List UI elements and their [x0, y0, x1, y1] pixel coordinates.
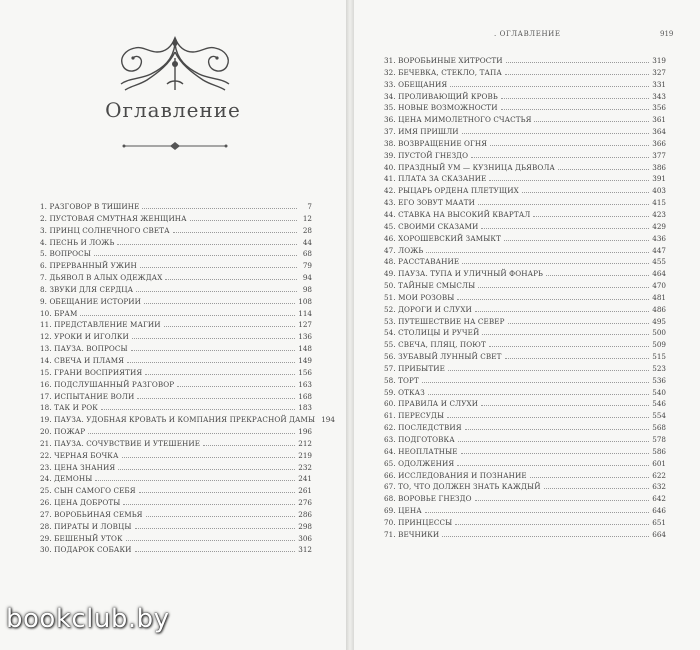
- toc-entry-title: 16. ПОДСЛУШАННЫЙ РАЗГОВОР: [40, 379, 175, 389]
- toc-entry: [384, 529, 666, 541]
- toc-entry: [384, 280, 666, 292]
- toc-entry: [40, 225, 312, 237]
- toc-entry-title: 5. ВОПРОСЫ: [40, 249, 91, 259]
- toc-entry-page: 486: [652, 304, 666, 314]
- toc-entry: [384, 197, 666, 209]
- dot-leader: [88, 433, 295, 434]
- toc-entry: [40, 450, 312, 462]
- dot-leader: [135, 528, 296, 529]
- dot-leader: [146, 516, 296, 517]
- toc-entry-page: 219: [298, 450, 312, 460]
- toc-entry-page: 136: [298, 332, 312, 342]
- toc-entry: [384, 185, 666, 197]
- toc-entry: [40, 402, 312, 414]
- toc-entry: [40, 213, 312, 225]
- toc-entry-title: 2. ПУСТОВАЯ СМУТНАЯ ЖЕНЩИНА: [40, 213, 187, 223]
- toc-entry-title: 67. ТО, ЧТО ДОЛЖЕН ЗНАТЬ КАЖДЫЙ: [384, 482, 541, 492]
- dot-leader: [164, 326, 296, 327]
- dot-leader: [546, 275, 649, 276]
- toc-entry-title: 15. ГРАНИ ВОСПРИЯТИЯ: [40, 367, 143, 377]
- toc-entry: [40, 521, 312, 533]
- toc-entry: [40, 237, 312, 249]
- toc-entry-page: 68: [302, 249, 312, 259]
- toc-entry-title: 57. ПРИБЫТИЕ: [384, 363, 445, 373]
- dot-leader: [426, 252, 649, 253]
- toc-entry-page: 366: [652, 138, 666, 148]
- toc-entry-title: 54. СТОЛИЦЫ И РУЧЕЙ: [384, 328, 480, 338]
- toc-entry: [40, 319, 312, 331]
- dot-leader: [136, 291, 297, 292]
- toc-entry-title: 32. БЕЧЕВКА, СТЕКЛО, ТАПА: [384, 67, 502, 77]
- toc-entry-page: 44: [302, 237, 312, 247]
- toc-entry: [384, 446, 666, 458]
- toc-entry-page: 632: [652, 482, 666, 492]
- toc-entry-title: 6. ПРЕРВАННЫЙ УЖИН: [40, 261, 137, 271]
- toc-entry-title: 17. ИСПЫТАНИЕ ВОЛИ: [40, 391, 135, 401]
- toc-entry: [40, 272, 312, 284]
- toc-entry: [40, 497, 312, 509]
- toc-entry-title: 31. ВОРОБЬИНЫЕ ХИТРОСТИ: [384, 56, 503, 65]
- toc-entry: [384, 493, 666, 505]
- toc-entry-page: 578: [652, 435, 666, 444]
- toc-entry-title: 26. ЦЕНА ДОБРОТЫ: [40, 498, 121, 508]
- toc-entry-title: 69. ЦЕНА: [384, 506, 422, 516]
- toc-entry-title: 70. ПРИНЦЕССЫ: [384, 517, 453, 527]
- toc-entry: [384, 173, 666, 185]
- toc-entry-page: 403: [652, 186, 666, 196]
- toc-entry-page: 455: [652, 257, 666, 267]
- toc-entry-page: 391: [652, 174, 666, 184]
- toc-entry: [384, 387, 666, 399]
- toc-entry-title: 46. ХОРОШЕВСКИЙ ЗАМЫКТ: [384, 233, 501, 243]
- toc-entry-title: 8. ЗВУКИ ДЛЯ СЕРДЦА: [40, 284, 134, 294]
- toc-entry: [384, 470, 666, 482]
- toc-entry-page: 515: [652, 352, 666, 362]
- toc-entry-page: 429: [652, 221, 666, 231]
- toc-entry-page: 601: [652, 458, 666, 468]
- dot-leader: [462, 263, 649, 264]
- toc-entry-page: 286: [298, 509, 312, 519]
- toc-entry: [40, 391, 312, 403]
- toc-entry-page: 149: [298, 355, 312, 365]
- dot-leader: [447, 417, 649, 418]
- toc-entry-title: 22. ЧЕРНАЯ БОЧКА: [40, 450, 119, 460]
- toc-entry-page: 261: [298, 486, 312, 496]
- dot-leader: [425, 512, 650, 513]
- toc-entry: [40, 355, 312, 367]
- dot-leader: [422, 382, 649, 383]
- toc-entry-title: 61. ПЕРЕСУДЫ: [384, 411, 445, 421]
- dot-leader: [94, 255, 297, 256]
- toc-entry-title: 27. ВОРОБЬИНАЯ СЕМЬЯ: [40, 509, 143, 519]
- toc-list-right: [384, 55, 666, 541]
- toc-entry-page: 312: [298, 545, 312, 555]
- dot-leader: [489, 180, 649, 181]
- toc-entry-page: 156: [298, 367, 312, 377]
- toc-entry-title: 28. ПИРАТЫ И ЛОВЦЫ: [40, 521, 132, 531]
- toc-entry-page: 364: [652, 127, 666, 137]
- dot-leader: [126, 540, 296, 541]
- toc-entry-page: 481: [652, 292, 666, 302]
- dot-leader: [481, 405, 649, 406]
- toc-entry-title: 66. ИССЛЕДОВАНИЯ И ПОЗНАНИЕ: [384, 470, 527, 480]
- dot-leader: [177, 386, 295, 387]
- toc-entry: [384, 114, 666, 126]
- toc-entry-title: 18. ТАК И РОК: [40, 403, 98, 413]
- toc-entry-page: 568: [652, 423, 666, 433]
- toc-entry-page: 212: [298, 438, 312, 448]
- toc-entry: [384, 91, 666, 103]
- dot-leader: [428, 394, 649, 395]
- toc-entry: [40, 533, 312, 545]
- toc-entry-title: 53. ПУТЕШЕСТВИЕ НА СЕВЕР: [384, 316, 505, 326]
- toc-entry: [384, 138, 666, 150]
- toc-entry-title: 1. РАЗГОВОР В ТИШИНЕ: [40, 202, 140, 211]
- toc-entry-title: 36. ЦЕНА МИМОЛЕТНОГО СЧАСТЬЯ: [384, 115, 532, 125]
- toc-entry: [40, 308, 312, 320]
- toc-entry-title: 51. МОИ РОЗОВЫ: [384, 292, 455, 302]
- toc-entry-page: 554: [652, 411, 666, 421]
- toc-entry-page: 241: [298, 474, 312, 484]
- dot-leader: [506, 62, 650, 63]
- dot-leader: [142, 208, 297, 209]
- toc-entry-page: 361: [652, 115, 666, 125]
- toc-entry: [40, 426, 312, 438]
- toc-entry-title: 55. СВЕЧА, ПЛЯЦ, ПОЮТ: [384, 340, 486, 350]
- dot-leader: [203, 445, 295, 446]
- dot-leader: [533, 216, 649, 217]
- toc-entry-title: 63. ПОДГОТОВКА: [384, 435, 455, 444]
- toc-entry-title: 52. ДОРОГИ И СЛУХИ: [384, 304, 472, 314]
- dot-leader: [505, 358, 650, 359]
- toc-entry: [40, 201, 312, 213]
- toc-entry: [40, 331, 312, 343]
- toc-entry-page: 232: [298, 462, 312, 472]
- toc-entry-page: 12: [302, 213, 312, 223]
- dot-leader: [101, 409, 295, 410]
- dot-leader: [144, 303, 295, 304]
- book-gutter: [346, 0, 354, 650]
- toc-entry-page: 646: [652, 506, 666, 516]
- running-header: . ОГЛАВЛЕНИЕ: [494, 30, 561, 38]
- toc-entry-page: 377: [652, 150, 666, 160]
- toc-entry-page: 423: [652, 209, 666, 219]
- toc-entry-title: 60. ПРАВИЛА И СЛУХИ: [384, 399, 479, 409]
- toc-entry-page: 196: [298, 427, 312, 437]
- dot-leader: [558, 169, 649, 170]
- dot-leader: [450, 86, 649, 87]
- toc-entry-page: 523: [652, 363, 666, 373]
- toc-entry-page: 194: [321, 415, 335, 425]
- toc-entry-title: 7. ДЬЯВОЛ В АЛЫХ ОДЕЖДАХ: [40, 273, 163, 283]
- toc-entry: [384, 221, 666, 233]
- toc-entry-title: 35. НОВЫЕ ВОЗМОЖНОСТИ: [384, 103, 498, 113]
- toc-entry-title: 43. ЕГО ЗОВУТ МААТИ: [384, 198, 476, 208]
- toc-entry: [384, 256, 666, 268]
- toc-entry: [384, 327, 666, 339]
- toc-entry: [384, 410, 666, 422]
- toc-entry: [40, 296, 312, 308]
- dot-leader: [457, 299, 649, 300]
- toc-entry-page: 114: [298, 308, 312, 318]
- toc-entry-page: 343: [652, 91, 666, 101]
- toc-entry-title: 24. ДЕМОНЫ: [40, 474, 93, 484]
- toc-entry-page: 168: [298, 391, 312, 401]
- toc-entry: [40, 343, 312, 355]
- toc-entry-title: 59. ОТКАЗ: [384, 387, 425, 397]
- toc-entry-title: 20. ПОЖАР: [40, 427, 86, 437]
- toc-entry: [384, 339, 666, 351]
- toc-entry: [384, 209, 666, 221]
- dot-leader: [80, 315, 295, 316]
- toc-entry: [40, 248, 312, 260]
- toc-entry: [40, 379, 312, 391]
- toc-entry-page: 436: [652, 233, 666, 243]
- toc-entry-page: 500: [652, 328, 666, 338]
- dot-leader: [489, 346, 649, 347]
- dot-leader: [458, 441, 650, 442]
- toc-entry-page: 327: [652, 67, 666, 77]
- dot-leader: [478, 204, 649, 205]
- toc-entry-title: 9. ОБЕЩАНИЕ ИСТОРИИ: [40, 296, 142, 306]
- toc-entry-page: 642: [652, 494, 666, 504]
- toc-list-left: [40, 201, 335, 556]
- toc-entry: [384, 55, 666, 67]
- dot-leader: [481, 228, 649, 229]
- toc-entry-page: 651: [652, 517, 666, 527]
- watermark-logo: bookclub.by: [6, 604, 170, 634]
- toc-entry-title: 42. РЫЦАРЬ ОРДЕНА ПЛЕТУЩИХ: [384, 186, 519, 196]
- toc-entry: [40, 260, 312, 272]
- dot-leader: [534, 121, 649, 122]
- dot-leader: [190, 220, 297, 221]
- toc-entry-title: 14. СВЕЧА И ПЛАМЯ: [40, 355, 125, 365]
- toc-entry: [384, 233, 666, 245]
- toc-entry-page: 163: [298, 379, 312, 389]
- toc-entry: [384, 481, 666, 493]
- dot-leader: [504, 240, 649, 241]
- toc-entry: [384, 398, 666, 410]
- toc-entry-title: 48. РАССТАВАНИЕ: [384, 257, 460, 267]
- toc-entry-page: 622: [652, 470, 666, 480]
- toc-entry-title: 37. ИМЯ ПРИШЛИ: [384, 127, 459, 137]
- toc-entry-title: 56. ЗУБАВЫЙ ЛУННЫЙ СВЕТ: [384, 352, 502, 362]
- toc-entry-title: 10. БРАМ: [40, 308, 78, 318]
- toc-entry-title: 62. ПОСЛЕДСТВИЯ: [384, 423, 462, 433]
- flourish-ornament-icon: [113, 34, 237, 94]
- toc-entry-page: 664: [652, 529, 666, 539]
- toc-entry-title: 49. ПАУЗА. ТУПА И УЛИЧНЫЙ ФОНАРЬ: [384, 269, 544, 279]
- toc-entry-page: 306: [298, 533, 312, 543]
- dot-leader: [457, 465, 649, 466]
- toc-entry: [384, 292, 666, 304]
- toc-entry: [384, 102, 666, 114]
- toc-entry: [384, 268, 666, 280]
- toc-entry-title: 58. ТОРТ: [384, 375, 419, 385]
- toc-entry-page: 386: [652, 162, 666, 172]
- toc-entry: [40, 414, 335, 426]
- toc-entry-page: 546: [652, 399, 666, 409]
- toc-entry-page: 495: [652, 316, 666, 326]
- toc-entry-title: 38. ВОЗВРАЩЕНИЕ ОГНЯ: [384, 138, 488, 148]
- toc-entry-title: 64. НЕОПЛАТНЫЕ: [384, 446, 458, 456]
- toc-entry-page: 319: [652, 56, 666, 65]
- toc-entry: [384, 351, 666, 363]
- dot-leader: [95, 480, 295, 481]
- toc-entry-page: 331: [652, 79, 666, 89]
- toc-entry-title: 34. ПРОЛИВАЮЩИЙ КРОВЬ: [384, 91, 498, 101]
- toc-entry-page: 509: [652, 340, 666, 350]
- toc-entry-title: 44. СТАВКА НА ВЫСОКИЙ КВАРТАЛ: [384, 209, 531, 219]
- dot-leader: [478, 287, 649, 288]
- dot-leader: [505, 74, 649, 75]
- toc-entry: [40, 485, 312, 497]
- toc-entry-title: 23. ЦЕНА ЗНАНИЯ: [40, 462, 116, 472]
- dot-leader: [139, 492, 296, 493]
- dot-leader: [475, 311, 649, 312]
- dot-leader: [132, 338, 295, 339]
- toc-entry: [40, 438, 312, 450]
- toc-entry: [384, 434, 666, 446]
- toc-entry-title: 47. ЛОЖЬ: [384, 245, 424, 255]
- toc-entry: [384, 517, 666, 529]
- toc-entry-page: 94: [302, 273, 312, 283]
- toc-entry-title: 21. ПАУЗА. СОЧУВСТВИЕ И УТЕШЕНИЕ: [40, 438, 201, 448]
- toc-entry: [384, 162, 666, 174]
- toc-entry-page: 464: [652, 269, 666, 279]
- toc-entry: [384, 245, 666, 257]
- toc-entry-page: 536: [652, 375, 666, 385]
- dot-leader: [508, 323, 650, 324]
- toc-entry-title: 25. СЫН САМОГО СЕБЯ: [40, 486, 136, 496]
- dot-leader: [522, 192, 649, 193]
- dot-leader: [123, 504, 295, 505]
- toc-entry: [384, 67, 666, 79]
- dot-leader: [530, 477, 650, 478]
- toc-title: Оглавление: [105, 98, 241, 122]
- toc-entry-title: 4. ПЕСНЬ И ЛОЖЬ: [40, 237, 115, 247]
- toc-entry-title: 71. ВЕЧНИКИ: [384, 529, 440, 539]
- dot-leader: [490, 145, 649, 146]
- toc-entry-page: 356: [652, 103, 666, 113]
- toc-entry-page: 447: [652, 245, 666, 255]
- dot-leader: [127, 362, 295, 363]
- toc-entry: [384, 316, 666, 328]
- dot-leader: [465, 429, 650, 430]
- toc-entry-title: 33. ОБЕЩАНИЯ: [384, 79, 448, 89]
- toc-entry-page: 183: [298, 403, 312, 413]
- toc-entry-page: 98: [302, 284, 312, 294]
- dot-leader: [140, 267, 297, 268]
- dot-leader: [145, 374, 295, 375]
- toc-entry-title: 45. СВОИМИ СКАЗАМИ: [384, 221, 479, 231]
- toc-entry-page: 7: [307, 202, 312, 211]
- dot-leader: [122, 457, 296, 458]
- toc-entry-title: 30. ПОДАРОК СОБАКИ: [40, 545, 132, 555]
- dot-leader: [135, 551, 296, 552]
- dot-leader: [501, 98, 649, 99]
- toc-entry-title: 40. ПРАЗДНЫЙ УМ — КУЗНИЦА ДЬЯВОЛА: [384, 162, 555, 172]
- toc-entry-title: 50. ТАЙНЫЕ СМЫСЛЫ: [384, 281, 476, 291]
- toc-entry-page: 108: [298, 296, 312, 306]
- dot-leader: [482, 334, 649, 335]
- toc-entry-page: 298: [298, 521, 312, 531]
- toc-entry-title: 3. ПРИНЦ СОЛНЕЧНОГО СВЕТА: [40, 225, 170, 235]
- toc-entry: [384, 505, 666, 517]
- toc-entry: [40, 509, 312, 521]
- toc-entry-title: 13. ПАУЗА. ВОПРОСЫ: [40, 344, 128, 354]
- toc-entry: [384, 375, 666, 387]
- dot-leader: [461, 453, 650, 454]
- toc-entry-page: 28: [302, 225, 312, 235]
- dot-leader: [471, 157, 649, 158]
- dot-leader: [501, 109, 650, 110]
- title-divider-icon: [120, 140, 230, 152]
- dot-leader: [475, 500, 650, 501]
- toc-entry-page: 415: [652, 198, 666, 208]
- dot-leader: [137, 398, 295, 399]
- toc-entry-title: 65. ОДОЛЖЕНИЯ: [384, 458, 455, 468]
- toc-entry-page: 79: [302, 261, 312, 271]
- dot-leader: [448, 370, 649, 371]
- toc-entry: [384, 79, 666, 91]
- dot-leader: [442, 536, 649, 537]
- toc-entry-page: 586: [652, 446, 666, 456]
- toc-entry-page: 276: [298, 498, 312, 508]
- toc-entry-title: 11. ПРЕДСТАВЛЕНИЕ МАГИИ: [40, 320, 161, 330]
- toc-entry: [384, 126, 666, 138]
- dot-leader: [131, 350, 296, 351]
- running-page-number: 919: [660, 30, 674, 38]
- dot-leader: [117, 244, 297, 245]
- dot-leader: [544, 488, 650, 489]
- toc-entry-page: 127: [298, 320, 312, 330]
- dot-leader: [455, 524, 649, 525]
- toc-entry: [384, 304, 666, 316]
- toc-entry: [40, 284, 312, 296]
- toc-entry-title: 41. ПЛАТА ЗА СКАЗАНИЕ: [384, 174, 487, 184]
- toc-entry: [40, 544, 312, 556]
- toc-entry: [40, 462, 312, 474]
- toc-entry: [384, 422, 666, 434]
- dot-leader: [118, 469, 295, 470]
- left-page: [0, 0, 346, 650]
- toc-entry-title: 68. ВОРОВЬЕ ГНЕЗДО: [384, 494, 472, 504]
- toc-entry: [40, 367, 312, 379]
- toc-entry: [384, 458, 666, 470]
- dot-leader: [173, 232, 297, 233]
- toc-entry-page: 470: [652, 281, 666, 291]
- toc-entry-page: 540: [652, 387, 666, 397]
- toc-entry-page: 148: [298, 344, 312, 354]
- dot-leader: [165, 279, 297, 280]
- toc-entry-title: 19. ПАУЗА. УДОБНАЯ КРОВАТЬ И КОМПАНИЯ ПРЕКРАСНОЙ ДАМЫ: [40, 415, 316, 425]
- dot-leader: [462, 133, 650, 134]
- toc-entry-title: 12. УРОКИ И ИГОЛКИ: [40, 332, 129, 342]
- toc-entry-title: 39. ПУСТОЙ ГНЕЗДО: [384, 150, 469, 160]
- toc-entry: [40, 473, 312, 485]
- toc-entry-title: 29. БЕШЕНЫЙ УТОК: [40, 533, 123, 543]
- toc-entry: [384, 363, 666, 375]
- toc-entry: [384, 150, 666, 162]
